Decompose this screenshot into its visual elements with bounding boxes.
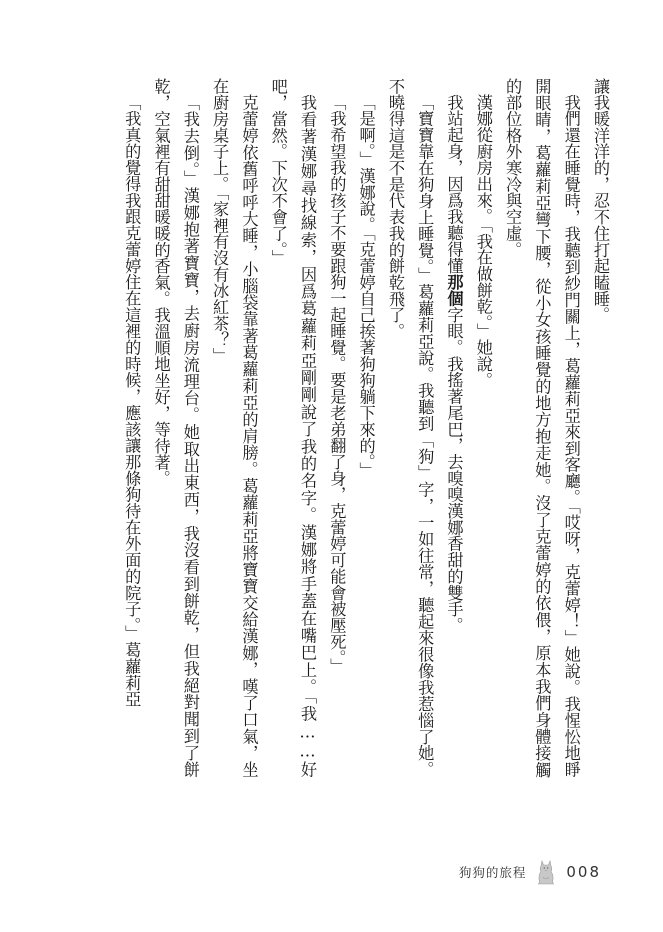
page-footer bbox=[459, 857, 601, 887]
paragraph: 我站起身，因爲我聽得懂那個字眼。我搖著尾巴，去嗅嗅漢娜香甜的雙手。 bbox=[444, 94, 464, 634]
paragraph: 「是啊。」漢娜說。「克蕾婷自己挨著狗狗躺下來的。」 bbox=[356, 94, 376, 479]
running-title: 狗狗的旅程 bbox=[458, 865, 527, 880]
paragraph: 「我去倒。」漢娜抱著寶寶，去廚房流理台。她取出東西，我沒看到餅乾，但我絕對聞到了餅乾，空氣裡有甜甜暖暖的香氣。我溫順地坐好，等待著。 bbox=[151, 78, 200, 778]
paragraph: 我們還在睡覺時，我聽到紗門關上，葛蘿莉亞來到客廳。「哎呀，克蕾婷！」她說。我惺忪地睜開眼睛，葛蘿莉亞彎下腰，從小女孩睡覺的地方抱走她。沒了克蕾婷的依偎，原本我們身體接觸的部位格外寒冷與空虛。 bbox=[503, 78, 581, 778]
paragraph: 漢娜從廚房出來。「我在做餅乾。」她說。 bbox=[473, 94, 493, 389]
emphasized-word: 那個 bbox=[444, 274, 464, 307]
sitting-dog-icon bbox=[536, 859, 556, 885]
paragraph: 我看著漢娜尋找線索，因爲葛蘿莉亞剛剛說了我的名字。漢娜將手蓋在嘴巴上。「我……好吧，當然。下次不會了。」 bbox=[268, 78, 318, 778]
page-number: 008 bbox=[566, 863, 601, 881]
paragraph: 「寶寶靠在狗身上睡覺。」葛蘿莉亞說。我聽到「狗」字，一如往常，聽起來很像我惹惱了她。不曉得這是不是代表我的餅乾飛了。 bbox=[385, 78, 435, 778]
paragraph: 讓我暖洋洋的，忍不住打起瞌睡。 bbox=[591, 78, 610, 324]
paragraph: 「我真的覺得我跟克蕾婷住在這裡的時候，應該讓那條狗待在外面的院子。」葛蘿莉亞 bbox=[122, 94, 142, 708]
paragraph: 「我希望我的孩子不要跟狗一起睡覺。要是老弟翻了身，克蕾婷可能會被壓死。」 bbox=[327, 94, 347, 675]
body-text bbox=[75, 78, 615, 778]
paragraph: 克蕾婷依舊呼呼大睡，小腦袋靠著葛蘿莉亞的肩膀。葛蘿莉亞將寶寶交給漢娜，嘆了口氣，坐在廚房桌子上。「家裡有沒有冰紅茶？」 bbox=[210, 78, 259, 778]
